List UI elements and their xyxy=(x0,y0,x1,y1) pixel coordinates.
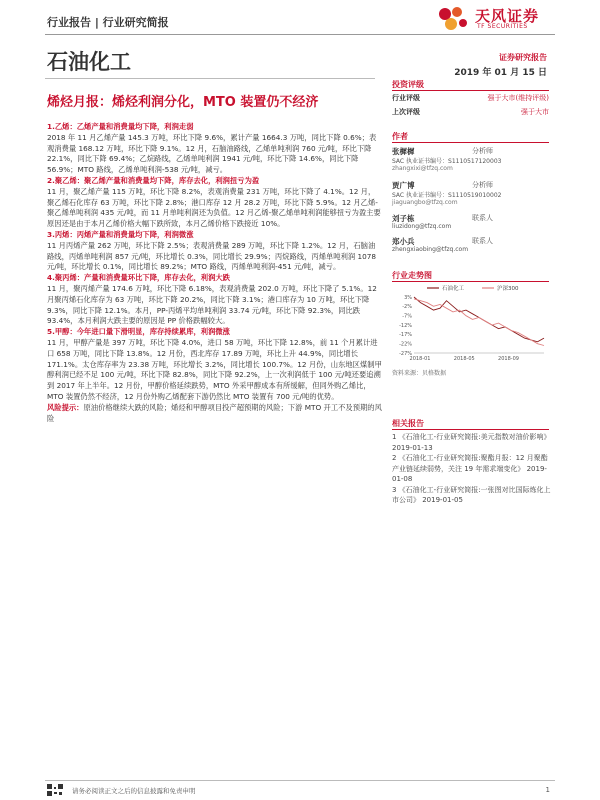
section-text: 11 月丙烯产量 262 万吨，环比下降 2.5%；表观消费量 289 万吨，环比下降 1.2%。12 月，石脑油路线，丙烯单吨利润 857 元/吨，环比增长 0.3%，同比增长 29.9%；丙烷路线，丙烯单吨利润 1078 元/吨，环比增长 0.1%，同比增长 89.2%；MTO 路线，丙烯单吨利润-451 元/吨，减亏。 xyxy=(47,240,377,272)
related-list xyxy=(392,432,552,506)
risk-heading: 风险提示： xyxy=(47,402,84,412)
author-cert: SAC 执业证书编号：S1110519010002 xyxy=(392,192,502,199)
rating-value: 强于大市(维持评级) xyxy=(487,94,549,102)
legend-label: 石油化工 xyxy=(442,286,465,292)
industry-name: 石油化工 xyxy=(47,50,131,74)
author-role: 分析师 xyxy=(472,181,493,189)
y-tick-label: -12% xyxy=(399,322,412,329)
author-name: 郑小兵 xyxy=(392,237,415,246)
section xyxy=(47,122,382,176)
y-tick-label: -22% xyxy=(399,341,412,348)
section xyxy=(47,327,382,403)
y-tick-label: -7% xyxy=(402,313,412,320)
author-email[interactable]: liuzidong@tfzq.com xyxy=(392,223,452,230)
section-heading: 4.聚丙烯：产量和消费量环比下降，库存去化，利润大跌 xyxy=(47,273,230,283)
rating-key: 上次评级 xyxy=(392,108,420,116)
section-text: 2018 年 11 月乙烯产量 145.3 万吨，环比下降 9.6%，累计产量 1664.3 万吨，同比下降 0.6%；表观消费量 168.12 万吨，环比下降 9.1%。12 月，石脑油路线，乙烯单吨利润 760 元/吨，环比下降 22.1%，同比下降 69.4%；乙烷路线，乙烯单吨利润 1941 元/吨，环比下降 14.6%，同比下降 56.9%；MTO 路线，乙烯单吨利润-538 元/吨，减亏。 xyxy=(47,132,377,175)
company-logo xyxy=(437,4,557,32)
y-tick-label: -17% xyxy=(399,332,412,339)
rating-heading: 投资评级 xyxy=(392,80,424,89)
page-number: 1 xyxy=(545,786,550,794)
author-name: 张樨樨 xyxy=(392,147,415,156)
report-title: 烯烃月报：烯烃利润分化，MTO 装置仍不经济 xyxy=(47,95,319,110)
related-item[interactable]: 1 《石油化工-行业研究简报:美元指数对油价影响》 2019-01-13 xyxy=(392,433,551,452)
author-email[interactable]: jiaguangbo@tfzq.com xyxy=(392,199,458,206)
author-cert: SAC 执业证书编号：S1110517120003 xyxy=(392,158,502,165)
author-entry xyxy=(392,146,549,176)
header-divider xyxy=(45,34,555,35)
author-role: 联系人 xyxy=(472,237,493,245)
related-divider xyxy=(392,429,549,430)
x-tick-label: 2018-01 xyxy=(409,356,431,362)
author-role: 分析师 xyxy=(472,147,493,155)
footer-divider xyxy=(45,780,555,781)
series-line xyxy=(414,297,544,342)
section xyxy=(47,273,382,327)
section-text: 11 月，甲醇产量是 397 万吨，环比下降 4.0%，进口 58 万吨，环比下降 12.8%，前 11 个月累计进口 658 万吨，同比下降 13.8%。12 月份，西北库存 17.89 万吨，环比上升 44.9%，同比增长 171.1%。太仓库存率为 23.38 万吨，环比增长 3.2%，同比增长 100.7%。12 月份，山东地区煤制甲醇利润已经不足 100 元/吨，环比下降 82.8%，同比下降 92.2%，上一次利润低于 100 元/吨还要追溯到 2017 年上半年。12 月份，甲醇价格延续跌势，MTO 外采甲醇成本有所缓解，但同外购乙烯比，MTO 装置仍然不经济，12 月份外购乙烯配套下游仍然比 MTO 装置有 700 元/吨的优势。 xyxy=(47,337,382,401)
author-email[interactable]: zhangxixi@tfzq.com xyxy=(392,165,453,172)
title-divider xyxy=(45,78,375,79)
related-heading: 相关报告 xyxy=(392,419,424,428)
report-date: 2019 年 01 月 15 日 xyxy=(454,68,547,78)
report-category: 行业报告 | 行业研究简报 xyxy=(47,16,169,29)
author-name: 刘子栋 xyxy=(392,214,415,223)
rating-row xyxy=(392,107,549,120)
risk-text: 原油价格继续大跌的风险；烯烃和甲醇项目投产超预期的风险；下游 MTO 开工不及预期的风险 xyxy=(47,402,382,423)
tf-logo-icon xyxy=(437,6,471,32)
related-item[interactable]: 2 《石油化工-行业研究简报:聚酯月报：12 月聚酯产业链延续弱势，关注 19 年需求端变化》 2019-01-08 xyxy=(392,454,548,483)
disclaimer-note: 请务必阅读正文之后的信息披露和免责申明 xyxy=(72,787,196,795)
author-entry xyxy=(392,236,549,266)
section-heading: 1.乙烯：乙烯产量和消费量均下降，利润走弱 xyxy=(47,122,194,131)
section xyxy=(47,230,382,273)
section-heading: 2.聚乙烯：聚乙烯产量和消费量均下降，库存去化，利润扭亏为盈 xyxy=(47,175,260,185)
rating-key: 行业评级 xyxy=(392,94,420,102)
y-tick-label: -2% xyxy=(402,304,412,311)
trend-heading: 行业走势图 xyxy=(392,271,432,280)
section-heading: 5.甲醇：今年进口量下滑明显，库存持续累库，利润微涨 xyxy=(47,327,230,337)
trend-chart xyxy=(392,283,550,365)
rating-row xyxy=(392,93,549,106)
author-email[interactable]: zhengxiaobing@tfzq.com xyxy=(392,246,469,253)
y-tick-label: 3% xyxy=(404,294,412,301)
y-tick-label: -27% xyxy=(399,350,412,357)
x-tick-label: 2018-05 xyxy=(453,356,475,362)
related-item[interactable]: 3 《石油化工-行业研究简报:一张图对比国际炼化上市公司》 2019-01-05 xyxy=(392,485,551,504)
section-text: 11 月，聚丙烯产量 174.6 万吨，环比下降 6.18%，表观消费量 202.0 万吨，环比下降了 5.1%。12 月聚丙烯石化库存为 63 万吨，环比下降 20.2%，同比下降 3.1%；港口库存为 10 万吨，环比下降 9.3%，同比下降 12.1%。本月，PP-丙烯平均单吨利润 33.74 元/吨，环比下降 92.3%，同比跌 93.4%，本月利润大跌主要的原因是 PP 价格跌幅较大。 xyxy=(47,283,377,326)
logo-text-cn: 天风证券 xyxy=(475,7,540,25)
author-name: 贾广博 xyxy=(392,181,415,190)
x-tick-label: 2018-09 xyxy=(498,356,519,362)
section-text: 11 月，聚乙烯产量 115 万吨，环比下降 8.2%，表观消费量 231 万吨，环比下降了 4.1%。12 月，聚乙烯石化库存 63 万吨，环比下降 2.8%；港口库存 12 月 28.2 万吨，环比下降 5.9%。12 月乙烯-聚乙烯单吨利润 435 元/吨，而 11 月单吨利润还为负值。12 月乙烯-聚乙烯单吨利润能够扭亏为盈主要原因还是由于本月乙烯价格大幅下跌所致，本月乙烯价格下跌接近 10%。 xyxy=(47,186,381,229)
qr-code-icon xyxy=(47,784,63,796)
report-body xyxy=(47,122,382,424)
report-type: 证券研究报告 xyxy=(499,53,547,62)
section xyxy=(47,176,382,230)
author-role: 联系人 xyxy=(472,214,493,222)
authors-divider xyxy=(392,142,549,143)
rating-divider xyxy=(392,90,549,91)
legend-label: 沪深300 xyxy=(497,286,519,292)
chart-source: 资料来源：贝格数据 xyxy=(392,370,447,377)
section-heading: 3.丙烯：丙烯产量和消费量均下降，利润微涨 xyxy=(47,229,194,239)
author-entry xyxy=(392,180,549,210)
logo-text-en: TF SECURITIES xyxy=(477,23,528,30)
risk-section xyxy=(47,403,382,425)
rating-value: 强于大市 xyxy=(521,108,549,116)
trend-divider xyxy=(392,281,549,282)
authors-heading: 作者 xyxy=(392,132,408,141)
